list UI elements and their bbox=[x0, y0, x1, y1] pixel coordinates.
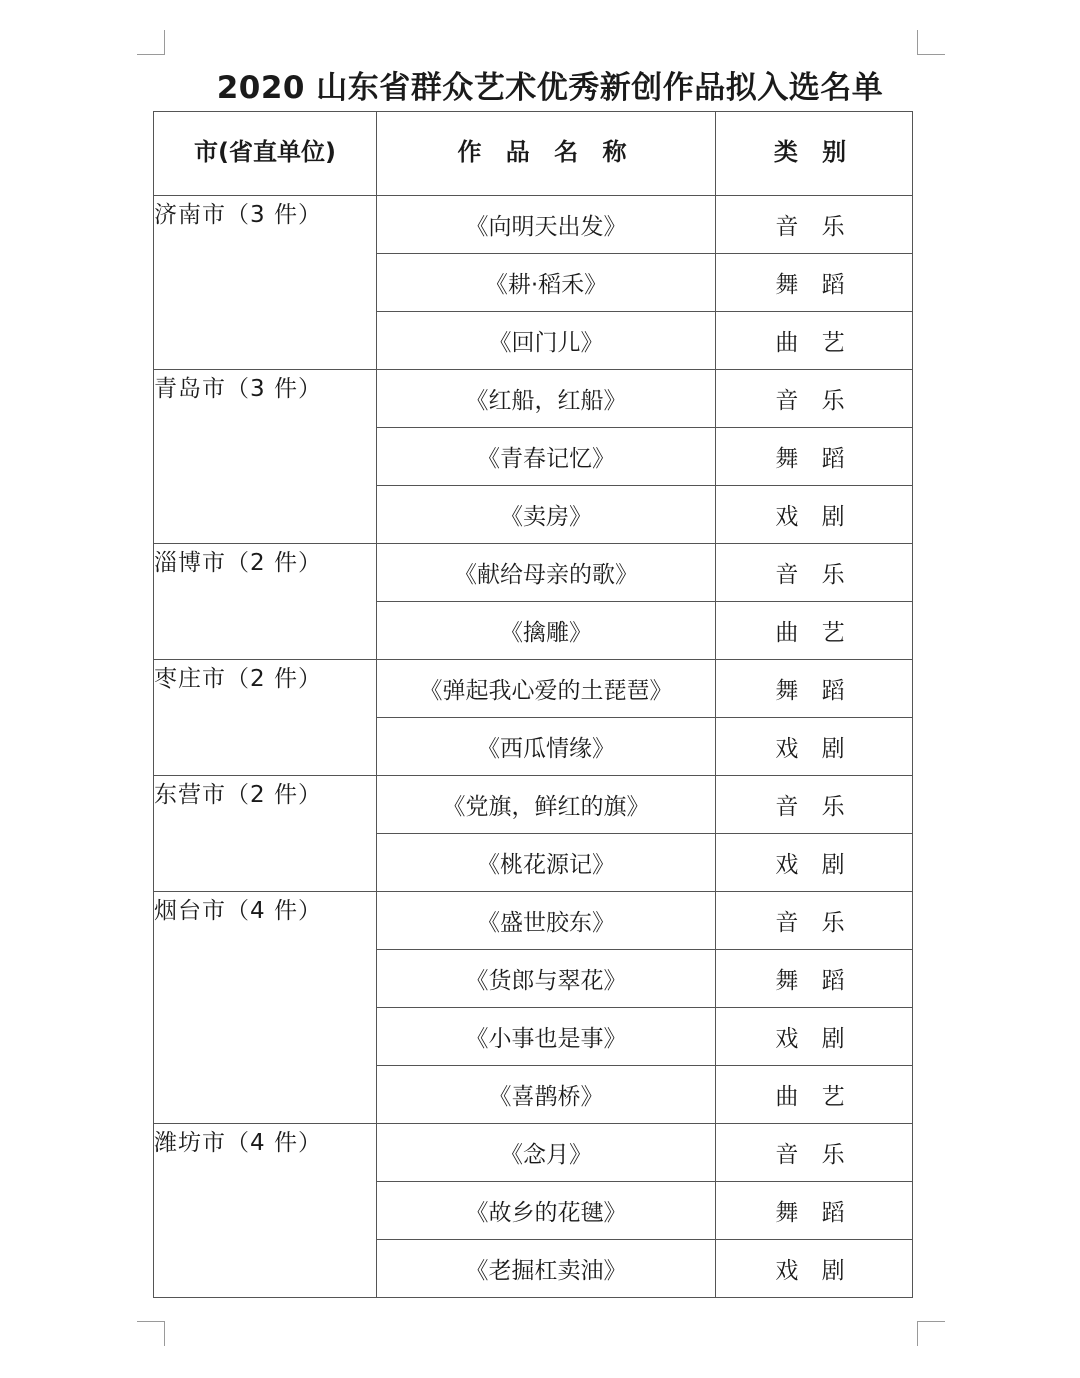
work-title-cell: 《小事也是事》 bbox=[377, 1008, 716, 1066]
city-cell: 潍坊市（4 件） bbox=[154, 1124, 377, 1298]
category-cell: 舞 蹈 bbox=[716, 254, 913, 312]
crop-mark-top-left bbox=[137, 30, 165, 55]
table-row bbox=[154, 892, 913, 950]
city-cell: 青岛市（3 件） bbox=[154, 370, 377, 544]
crop-mark-bottom-left bbox=[137, 1321, 165, 1346]
table-row bbox=[154, 660, 913, 718]
work-title-cell: 《擒雕》 bbox=[377, 602, 716, 660]
category-cell: 戏 剧 bbox=[716, 718, 913, 776]
table-row bbox=[154, 1124, 913, 1182]
work-title-cell: 《桃花源记》 bbox=[377, 834, 716, 892]
category-cell: 音 乐 bbox=[716, 196, 913, 254]
city-cell: 济南市（3 件） bbox=[154, 196, 377, 370]
table-row bbox=[154, 370, 913, 428]
crop-mark-top-right bbox=[917, 30, 945, 55]
work-title-cell: 《青春记忆》 bbox=[377, 428, 716, 486]
work-title-cell: 《货郎与翠花》 bbox=[377, 950, 716, 1008]
work-title-cell: 《献给母亲的歌》 bbox=[377, 544, 716, 602]
table-row bbox=[154, 544, 913, 602]
table-body bbox=[154, 196, 913, 1298]
city-cell: 枣庄市（2 件） bbox=[154, 660, 377, 776]
category-cell: 舞 蹈 bbox=[716, 660, 913, 718]
work-title-cell: 《喜鹊桥》 bbox=[377, 1066, 716, 1124]
category-cell: 曲 艺 bbox=[716, 602, 913, 660]
work-title-cell: 《耕·稻禾》 bbox=[377, 254, 716, 312]
work-title-cell: 《卖房》 bbox=[377, 486, 716, 544]
header-work-title: 作 品 名 称 bbox=[377, 112, 716, 196]
category-cell: 音 乐 bbox=[716, 544, 913, 602]
work-title-cell: 《西瓜情缘》 bbox=[377, 718, 716, 776]
table-row bbox=[154, 196, 913, 254]
category-cell: 曲 艺 bbox=[716, 1066, 913, 1124]
category-cell: 音 乐 bbox=[716, 370, 913, 428]
category-cell: 戏 剧 bbox=[716, 834, 913, 892]
crop-mark-bottom-right bbox=[917, 1321, 945, 1346]
work-title-cell: 《念月》 bbox=[377, 1124, 716, 1182]
category-cell: 音 乐 bbox=[716, 892, 913, 950]
work-title-cell: 《党旗，鲜红的旗》 bbox=[377, 776, 716, 834]
category-cell: 音 乐 bbox=[716, 1124, 913, 1182]
city-cell: 淄博市（2 件） bbox=[154, 544, 377, 660]
category-cell: 舞 蹈 bbox=[716, 1182, 913, 1240]
city-cell: 东营市（2 件） bbox=[154, 776, 377, 892]
city-cell: 烟台市（4 件） bbox=[154, 892, 377, 1124]
header-category: 类 别 bbox=[716, 112, 913, 196]
category-cell: 曲 艺 bbox=[716, 312, 913, 370]
category-cell: 舞 蹈 bbox=[716, 428, 913, 486]
category-cell: 戏 剧 bbox=[716, 1008, 913, 1066]
category-cell: 戏 剧 bbox=[716, 486, 913, 544]
work-title-cell: 《盛世胶东》 bbox=[377, 892, 716, 950]
work-title-cell: 《向明天出发》 bbox=[377, 196, 716, 254]
table-header-row bbox=[154, 112, 913, 196]
work-title-cell: 《红船，红船》 bbox=[377, 370, 716, 428]
category-cell: 戏 剧 bbox=[716, 1240, 913, 1298]
table-row bbox=[154, 776, 913, 834]
category-cell: 舞 蹈 bbox=[716, 950, 913, 1008]
page-title: 2020 山东省群众艺术优秀新创作品拟入选名单 bbox=[216, 70, 884, 106]
work-title-cell: 《老掘杠卖油》 bbox=[377, 1240, 716, 1298]
category-cell: 音 乐 bbox=[716, 776, 913, 834]
works-table bbox=[153, 111, 913, 1298]
work-title-cell: 《回门儿》 bbox=[377, 312, 716, 370]
work-title-cell: 《故乡的花毽》 bbox=[377, 1182, 716, 1240]
header-city: 市(省直单位) bbox=[154, 112, 377, 196]
work-title-cell: 《弹起我心爱的土琵琶》 bbox=[377, 660, 716, 718]
